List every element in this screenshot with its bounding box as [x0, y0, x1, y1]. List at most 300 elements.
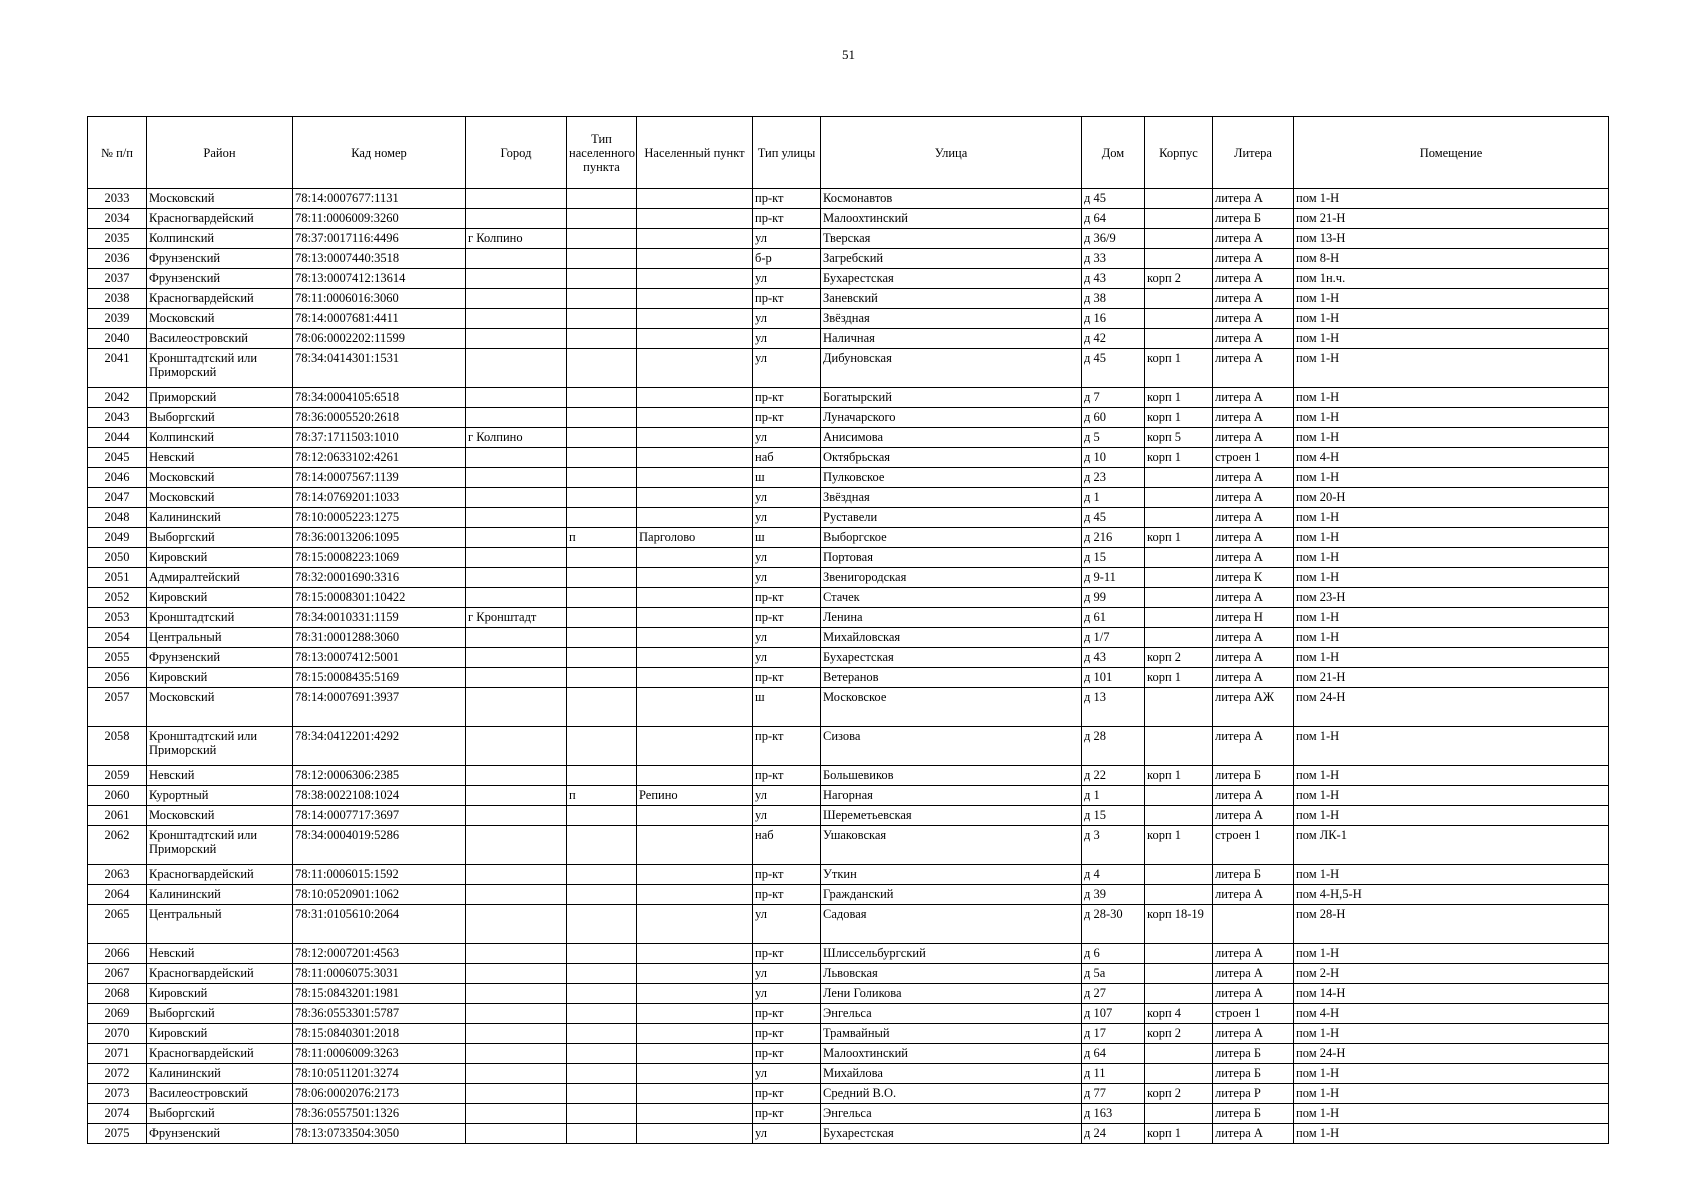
city-cell — [466, 786, 567, 806]
settlement-type-cell — [567, 229, 637, 249]
premises-cell: пом 1-Н — [1294, 189, 1609, 209]
settlement-cell — [637, 984, 753, 1004]
table-row — [88, 448, 1609, 468]
settlement-cell — [637, 826, 753, 865]
house-cell: д 1 — [1082, 786, 1145, 806]
row-number-cell: 2055 — [88, 648, 147, 668]
column-header-cadastral-number: Кад номер — [293, 117, 466, 189]
city-cell — [466, 468, 567, 488]
settlement-type-cell — [567, 766, 637, 786]
letter-cell: литера А — [1213, 428, 1294, 448]
column-header-district: Район — [147, 117, 293, 189]
row-number-cell: 2067 — [88, 964, 147, 984]
settlement-type-cell — [567, 1004, 637, 1024]
street-cell: Портовая — [821, 548, 1082, 568]
street-cell: Пулковское — [821, 468, 1082, 488]
city-cell — [466, 984, 567, 1004]
building-cell — [1145, 568, 1213, 588]
premises-cell: пом 1-Н — [1294, 608, 1609, 628]
house-cell: д 36/9 — [1082, 229, 1145, 249]
settlement-type-cell: п — [567, 528, 637, 548]
settlement-cell — [637, 468, 753, 488]
letter-cell: литера А — [1213, 786, 1294, 806]
letter-cell: литера А — [1213, 885, 1294, 905]
city-cell — [466, 865, 567, 885]
street-type-cell: пр-кт — [753, 1104, 821, 1124]
building-cell: корп 2 — [1145, 1084, 1213, 1104]
row-number-cell: 2069 — [88, 1004, 147, 1024]
premises-cell: пом 1-Н — [1294, 329, 1609, 349]
street-type-cell: ш — [753, 468, 821, 488]
city-cell — [466, 628, 567, 648]
street-cell: Луначарского — [821, 408, 1082, 428]
district-cell: Невский — [147, 448, 293, 468]
table-row — [88, 1004, 1609, 1024]
row-number-cell: 2062 — [88, 826, 147, 865]
cadastral-number-cell: 78:11:0006009:3263 — [293, 1044, 466, 1064]
street-type-cell: пр-кт — [753, 588, 821, 608]
street-cell: Энгельса — [821, 1004, 1082, 1024]
building-cell — [1145, 329, 1213, 349]
settlement-type-cell — [567, 588, 637, 608]
settlement-cell — [637, 964, 753, 984]
premises-cell: пом 24-Н — [1294, 688, 1609, 727]
city-cell — [466, 1104, 567, 1124]
building-cell — [1145, 468, 1213, 488]
table-row — [88, 568, 1609, 588]
column-header-building: Корпус — [1145, 117, 1213, 189]
row-number-cell: 2033 — [88, 189, 147, 209]
premises-cell: пом 1-Н — [1294, 727, 1609, 766]
district-cell: Красногвардейский — [147, 964, 293, 984]
settlement-type-cell — [567, 249, 637, 269]
table-row — [88, 229, 1609, 249]
house-cell: д 6 — [1082, 944, 1145, 964]
table-row — [88, 1104, 1609, 1124]
district-cell: Красногвардейский — [147, 209, 293, 229]
cadastral-number-cell: 78:36:0005520:2618 — [293, 408, 466, 428]
house-cell: д 17 — [1082, 1024, 1145, 1044]
cadastral-number-cell: 78:15:0840301:2018 — [293, 1024, 466, 1044]
premises-cell: пом 1-Н — [1294, 508, 1609, 528]
house-cell: д 22 — [1082, 766, 1145, 786]
settlement-type-cell — [567, 865, 637, 885]
house-cell: д 28 — [1082, 727, 1145, 766]
street-cell: Энгельса — [821, 1104, 1082, 1124]
letter-cell: литера А — [1213, 229, 1294, 249]
settlement-type-cell — [567, 806, 637, 826]
city-cell — [466, 964, 567, 984]
settlement-type-cell — [567, 826, 637, 865]
row-number-cell: 2075 — [88, 1124, 147, 1144]
street-type-cell: пр-кт — [753, 865, 821, 885]
building-cell: корп 1 — [1145, 668, 1213, 688]
settlement-cell — [637, 608, 753, 628]
house-cell: д 64 — [1082, 1044, 1145, 1064]
letter-cell: литера А — [1213, 588, 1294, 608]
settlement-cell — [637, 1044, 753, 1064]
building-cell — [1145, 688, 1213, 727]
city-cell — [466, 408, 567, 428]
house-cell: д 64 — [1082, 209, 1145, 229]
settlement-type-cell: п — [567, 786, 637, 806]
column-header-settlement-type: Тип населенного пункта — [567, 117, 637, 189]
premises-cell: пом 1-Н — [1294, 865, 1609, 885]
street-cell: Загребский — [821, 249, 1082, 269]
district-cell: Выборгский — [147, 1004, 293, 1024]
row-number-cell: 2066 — [88, 944, 147, 964]
cadastral-number-cell: 78:11:0006015:1592 — [293, 865, 466, 885]
row-number-cell: 2061 — [88, 806, 147, 826]
street-cell: Ветеранов — [821, 668, 1082, 688]
city-cell: г Колпино — [466, 428, 567, 448]
row-number-cell: 2042 — [88, 388, 147, 408]
letter-cell: литера А — [1213, 1124, 1294, 1144]
city-cell — [466, 905, 567, 944]
row-number-cell: 2070 — [88, 1024, 147, 1044]
street-cell: Тверская — [821, 229, 1082, 249]
letter-cell: литера А — [1213, 189, 1294, 209]
settlement-type-cell — [567, 885, 637, 905]
letter-cell: литера Б — [1213, 766, 1294, 786]
premises-cell: пом 1-Н — [1294, 349, 1609, 388]
settlement-type-cell — [567, 608, 637, 628]
street-type-cell: ул — [753, 568, 821, 588]
street-type-cell: пр-кт — [753, 388, 821, 408]
city-cell — [466, 388, 567, 408]
row-number-cell: 2072 — [88, 1064, 147, 1084]
building-cell — [1145, 309, 1213, 329]
settlement-cell — [637, 668, 753, 688]
premises-cell: пом 1-Н — [1294, 766, 1609, 786]
settlement-cell: Парголово — [637, 528, 753, 548]
street-cell: Шлиссельбургский — [821, 944, 1082, 964]
premises-cell: пом 4-Н — [1294, 1004, 1609, 1024]
settlement-type-cell — [567, 648, 637, 668]
street-type-cell: ул — [753, 269, 821, 289]
premises-registry-table — [87, 116, 1609, 1144]
table-row — [88, 309, 1609, 329]
table-row — [88, 865, 1609, 885]
table-row — [88, 548, 1609, 568]
street-type-cell: ул — [753, 1064, 821, 1084]
settlement-type-cell — [567, 628, 637, 648]
settlement-cell — [637, 766, 753, 786]
building-cell — [1145, 1104, 1213, 1124]
street-type-cell: пр-кт — [753, 885, 821, 905]
row-number-cell: 2071 — [88, 1044, 147, 1064]
cadastral-number-cell: 78:06:0002076:2173 — [293, 1084, 466, 1104]
table-row — [88, 508, 1609, 528]
settlement-cell — [637, 1004, 753, 1024]
letter-cell: литера АЖ — [1213, 688, 1294, 727]
district-cell: Невский — [147, 944, 293, 964]
letter-cell: литера Б — [1213, 209, 1294, 229]
letter-cell: литера А — [1213, 468, 1294, 488]
building-cell: корп 1 — [1145, 448, 1213, 468]
settlement-cell — [637, 688, 753, 727]
city-cell — [466, 1084, 567, 1104]
premises-cell: пом 1-Н — [1294, 428, 1609, 448]
district-cell: Кронштадтский или Приморский — [147, 349, 293, 388]
building-cell — [1145, 488, 1213, 508]
district-cell: Московский — [147, 189, 293, 209]
district-cell: Красногвардейский — [147, 865, 293, 885]
cadastral-number-cell: 78:36:0557501:1326 — [293, 1104, 466, 1124]
house-cell: д 43 — [1082, 648, 1145, 668]
table-row — [88, 388, 1609, 408]
row-number-cell: 2064 — [88, 885, 147, 905]
district-cell: Колпинский — [147, 229, 293, 249]
table-row — [88, 428, 1609, 448]
house-cell: д 3 — [1082, 826, 1145, 865]
table-row — [88, 588, 1609, 608]
building-cell — [1145, 944, 1213, 964]
letter-cell: литера А — [1213, 944, 1294, 964]
cadastral-number-cell: 78:13:0733504:3050 — [293, 1124, 466, 1144]
street-type-cell: пр-кт — [753, 289, 821, 309]
district-cell: Выборгский — [147, 528, 293, 548]
city-cell — [466, 488, 567, 508]
table-row — [88, 488, 1609, 508]
street-type-cell: пр-кт — [753, 209, 821, 229]
cadastral-number-cell: 78:06:0002202:11599 — [293, 329, 466, 349]
row-number-cell: 2051 — [88, 568, 147, 588]
row-number-cell: 2052 — [88, 588, 147, 608]
premises-cell: пом 1-Н — [1294, 944, 1609, 964]
cadastral-number-cell: 78:10:0511201:3274 — [293, 1064, 466, 1084]
street-type-cell: ул — [753, 984, 821, 1004]
city-cell — [466, 727, 567, 766]
street-cell: Московское — [821, 688, 1082, 727]
column-header-letter: Литера — [1213, 117, 1294, 189]
letter-cell: литера А — [1213, 329, 1294, 349]
street-type-cell: ул — [753, 786, 821, 806]
cadastral-number-cell: 78:13:0007440:3518 — [293, 249, 466, 269]
settlement-type-cell — [567, 1084, 637, 1104]
premises-cell: пом 1-Н — [1294, 1124, 1609, 1144]
street-type-cell: пр-кт — [753, 1084, 821, 1104]
premises-cell: пом 20-Н — [1294, 488, 1609, 508]
street-cell: Наличная — [821, 329, 1082, 349]
column-header-house: Дом — [1082, 117, 1145, 189]
table-row — [88, 727, 1609, 766]
cadastral-number-cell: 78:34:0412201:4292 — [293, 727, 466, 766]
district-cell: Фрунзенский — [147, 1124, 293, 1144]
house-cell: д 216 — [1082, 528, 1145, 548]
settlement-type-cell — [567, 964, 637, 984]
settlement-cell — [637, 269, 753, 289]
street-type-cell: пр-кт — [753, 944, 821, 964]
street-type-cell: ш — [753, 688, 821, 727]
street-type-cell: ул — [753, 508, 821, 528]
cadastral-number-cell: 78:34:0010331:1159 — [293, 608, 466, 628]
cadastral-number-cell: 78:11:0006009:3260 — [293, 209, 466, 229]
street-type-cell: б-р — [753, 249, 821, 269]
settlement-cell — [637, 428, 753, 448]
premises-cell: пом 1-Н — [1294, 468, 1609, 488]
row-number-cell: 2065 — [88, 905, 147, 944]
settlement-type-cell — [567, 1024, 637, 1044]
row-number-cell: 2034 — [88, 209, 147, 229]
letter-cell: литера А — [1213, 289, 1294, 309]
cadastral-number-cell: 78:12:0006306:2385 — [293, 766, 466, 786]
street-type-cell: пр-кт — [753, 608, 821, 628]
settlement-type-cell — [567, 408, 637, 428]
row-number-cell: 2040 — [88, 329, 147, 349]
cadastral-number-cell: 78:31:0105610:2064 — [293, 905, 466, 944]
street-cell: Ушаковская — [821, 826, 1082, 865]
street-type-cell: ул — [753, 1124, 821, 1144]
street-type-cell: ул — [753, 329, 821, 349]
row-number-cell: 2044 — [88, 428, 147, 448]
street-type-cell: ул — [753, 488, 821, 508]
building-cell: корп 2 — [1145, 1024, 1213, 1044]
house-cell: д 1 — [1082, 488, 1145, 508]
cadastral-number-cell: 78:15:0008301:10422 — [293, 588, 466, 608]
district-cell: Красногвардейский — [147, 289, 293, 309]
building-cell — [1145, 1044, 1213, 1064]
street-cell: Лени Голикова — [821, 984, 1082, 1004]
building-cell: корп 1 — [1145, 1124, 1213, 1144]
street-cell: Бухарестская — [821, 648, 1082, 668]
table-row — [88, 408, 1609, 428]
row-number-cell: 2036 — [88, 249, 147, 269]
building-cell — [1145, 189, 1213, 209]
district-cell: Курортный — [147, 786, 293, 806]
cadastral-number-cell: 78:14:0007691:3937 — [293, 688, 466, 727]
building-cell: корп 1 — [1145, 826, 1213, 865]
district-cell: Невский — [147, 766, 293, 786]
district-cell: Приморский — [147, 388, 293, 408]
cadastral-number-cell: 78:14:0769201:1033 — [293, 488, 466, 508]
district-cell: Василеостровский — [147, 1084, 293, 1104]
building-cell — [1145, 508, 1213, 528]
house-cell: д 10 — [1082, 448, 1145, 468]
district-cell: Кронштадтский — [147, 608, 293, 628]
letter-cell: литера А — [1213, 1024, 1294, 1044]
city-cell — [466, 766, 567, 786]
city-cell — [466, 289, 567, 309]
street-type-cell: ул — [753, 349, 821, 388]
premises-cell: пом 1н.ч. — [1294, 269, 1609, 289]
building-cell — [1145, 209, 1213, 229]
premises-cell: пом 1-Н — [1294, 1064, 1609, 1084]
settlement-type-cell — [567, 1064, 637, 1084]
district-cell: Кронштадтский или Приморский — [147, 727, 293, 766]
city-cell — [466, 885, 567, 905]
row-number-cell: 2063 — [88, 865, 147, 885]
settlement-type-cell — [567, 568, 637, 588]
street-cell: Звенигородская — [821, 568, 1082, 588]
premises-cell: пом 1-Н — [1294, 548, 1609, 568]
house-cell: д 45 — [1082, 189, 1145, 209]
table-row — [88, 944, 1609, 964]
house-cell: д 1/7 — [1082, 628, 1145, 648]
cadastral-number-cell: 78:12:0633102:4261 — [293, 448, 466, 468]
cadastral-number-cell: 78:34:0004019:5286 — [293, 826, 466, 865]
house-cell: д 42 — [1082, 329, 1145, 349]
table-row — [88, 608, 1609, 628]
district-cell: Фрунзенский — [147, 269, 293, 289]
house-cell: д 9-11 — [1082, 568, 1145, 588]
table-row — [88, 786, 1609, 806]
house-cell: д 15 — [1082, 806, 1145, 826]
row-number-cell: 2041 — [88, 349, 147, 388]
building-cell: корп 1 — [1145, 388, 1213, 408]
settlement-type-cell — [567, 289, 637, 309]
street-type-cell: пр-кт — [753, 1024, 821, 1044]
cadastral-number-cell: 78:14:0007677:1131 — [293, 189, 466, 209]
district-cell: Кировский — [147, 668, 293, 688]
district-cell: Московский — [147, 688, 293, 727]
row-number-cell: 2049 — [88, 528, 147, 548]
district-cell: Кировский — [147, 588, 293, 608]
cadastral-number-cell: 78:36:0013206:1095 — [293, 528, 466, 548]
street-type-cell: ул — [753, 648, 821, 668]
house-cell: д 45 — [1082, 508, 1145, 528]
letter-cell: литера А — [1213, 249, 1294, 269]
settlement-type-cell — [567, 727, 637, 766]
building-cell — [1145, 865, 1213, 885]
letter-cell: литера А — [1213, 668, 1294, 688]
city-cell: г Кронштадт — [466, 608, 567, 628]
city-cell — [466, 944, 567, 964]
cadastral-number-cell: 78:37:1711503:1010 — [293, 428, 466, 448]
district-cell: Московский — [147, 309, 293, 329]
row-number-cell: 2074 — [88, 1104, 147, 1124]
cadastral-number-cell: 78:14:0007681:4411 — [293, 309, 466, 329]
table-row — [88, 468, 1609, 488]
district-cell: Выборгский — [147, 408, 293, 428]
settlement-cell — [637, 209, 753, 229]
row-number-cell: 2060 — [88, 786, 147, 806]
letter-cell: литера Р — [1213, 1084, 1294, 1104]
street-cell: Дибуновская — [821, 349, 1082, 388]
house-cell: д 5а — [1082, 964, 1145, 984]
settlement-cell — [637, 865, 753, 885]
row-number-cell: 2050 — [88, 548, 147, 568]
letter-cell: литера А — [1213, 408, 1294, 428]
street-type-cell: наб — [753, 448, 821, 468]
settlement-type-cell — [567, 548, 637, 568]
settlement-cell — [637, 448, 753, 468]
street-cell: Заневский — [821, 289, 1082, 309]
district-cell: Колпинский — [147, 428, 293, 448]
cadastral-number-cell: 78:14:0007717:3697 — [293, 806, 466, 826]
premises-cell: пом 24-Н — [1294, 1044, 1609, 1064]
street-cell: Звёздная — [821, 488, 1082, 508]
letter-cell: литера А — [1213, 528, 1294, 548]
premises-cell: пом 14-Н — [1294, 984, 1609, 1004]
row-number-cell: 2059 — [88, 766, 147, 786]
district-cell: Кронштадтский или Приморский — [147, 826, 293, 865]
premises-cell: пом 21-Н — [1294, 209, 1609, 229]
street-type-cell: ул — [753, 905, 821, 944]
street-type-cell: пр-кт — [753, 668, 821, 688]
table-row — [88, 289, 1609, 309]
street-cell: Руставели — [821, 508, 1082, 528]
house-cell: д 38 — [1082, 289, 1145, 309]
street-type-cell: пр-кт — [753, 727, 821, 766]
cadastral-number-cell: 78:15:0008223:1069 — [293, 548, 466, 568]
premises-cell: пом 1-Н — [1294, 309, 1609, 329]
street-cell: Анисимова — [821, 428, 1082, 448]
district-cell: Московский — [147, 806, 293, 826]
building-cell — [1145, 289, 1213, 309]
street-cell: Шереметьевская — [821, 806, 1082, 826]
letter-cell — [1213, 905, 1294, 944]
